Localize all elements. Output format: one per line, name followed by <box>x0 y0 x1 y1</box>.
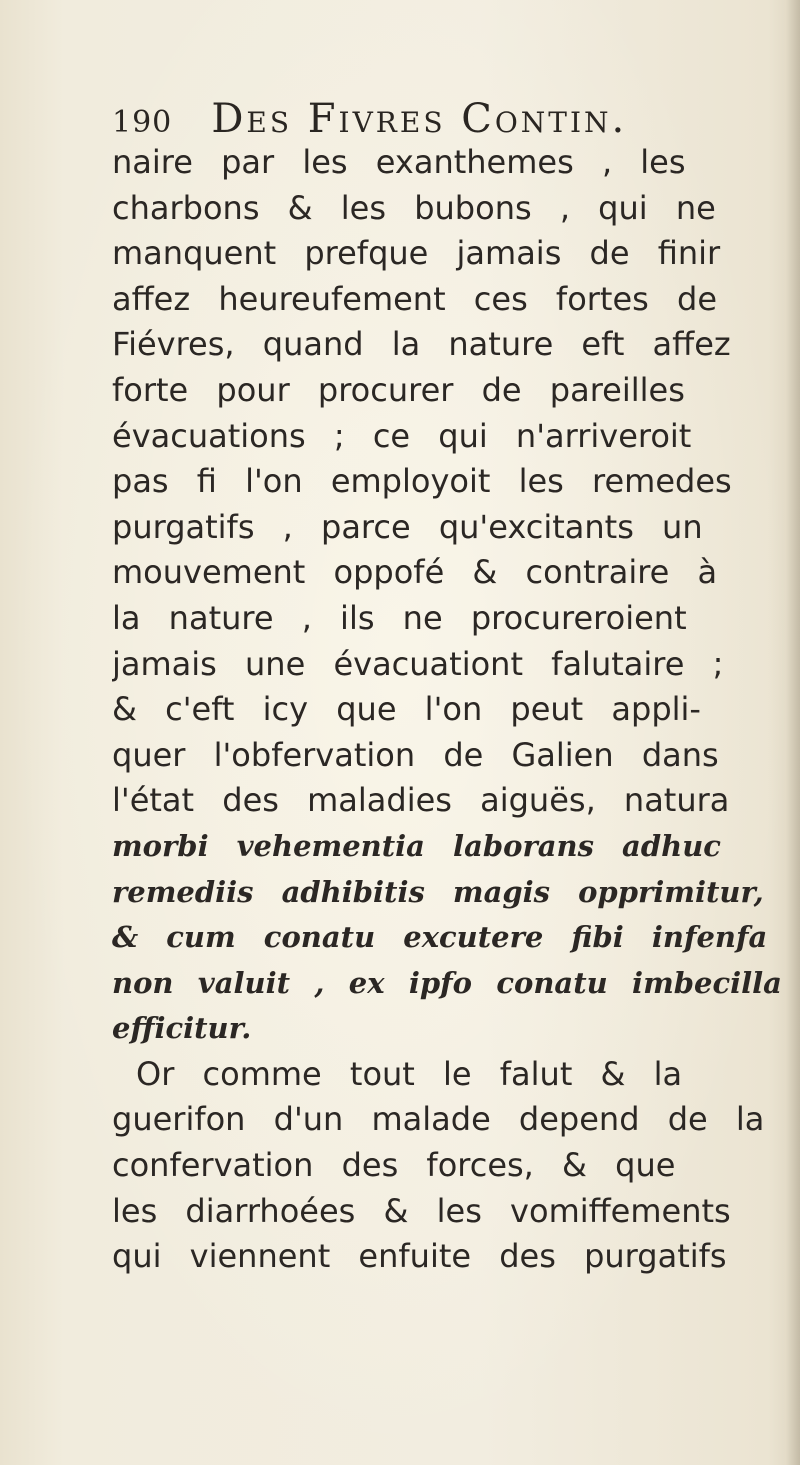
text-line: forte pour procurer de pareilles <box>112 370 685 409</box>
text-line: remediis adhibitis magis opprimitur, <box>112 874 764 909</box>
text-line: confervation des forces, & que <box>112 1146 676 1185</box>
body-text <box>112 140 782 1280</box>
text-line: naire par les exanthemes , les <box>112 143 686 181</box>
text-line: les diarrhoées & les vomiffements <box>112 1191 731 1230</box>
page-header <box>112 96 627 142</box>
page-edge-shadow <box>786 0 800 1465</box>
text-line: & c'eft icy que l'on peut appli- <box>112 690 701 729</box>
page-number: 190 <box>112 105 173 140</box>
text-line: Or comme tout le falut & la <box>136 1054 683 1093</box>
text-line: jamais une évacuationt falutaire ; <box>112 644 724 683</box>
text-line: manquent prefque jamais de finir <box>112 234 721 273</box>
text-line: non valuit , ex ipfo conatu imbecilla <box>112 965 782 1000</box>
text-line: affez heureufement ces fortes de <box>112 279 717 318</box>
text-line: Fiévres, quand la nature eft affez <box>112 325 731 364</box>
text-line: mouvement oppofé & contraire à <box>112 553 718 592</box>
running-title: Des Fivres Contin. <box>211 96 628 142</box>
text-line: la nature , ils ne procureroient <box>112 598 687 637</box>
text-line: quer l'obfervation de Galien dans <box>112 735 719 774</box>
text-line: charbons & les bubons , qui ne <box>112 188 716 227</box>
text-line: qui viennent enfuite des purgatifs <box>112 1237 727 1276</box>
text-line: efficitur. <box>112 1011 252 1046</box>
text-line: purgatifs , parce qu'excitants un <box>112 507 703 546</box>
text-line: évacuations ; ce qui n'arriveroit <box>112 416 692 455</box>
text-line: morbi vehementia laborans adhuc <box>112 828 721 863</box>
text-line: l'état des maladies aiguës, natura <box>112 781 730 820</box>
text-line: guerifon d'un malade depend de la <box>112 1100 765 1139</box>
text-line: pas fi l'on employoit les remedes <box>112 462 732 501</box>
text-line: & cum conatu excutere fibi infenfa <box>112 920 768 955</box>
